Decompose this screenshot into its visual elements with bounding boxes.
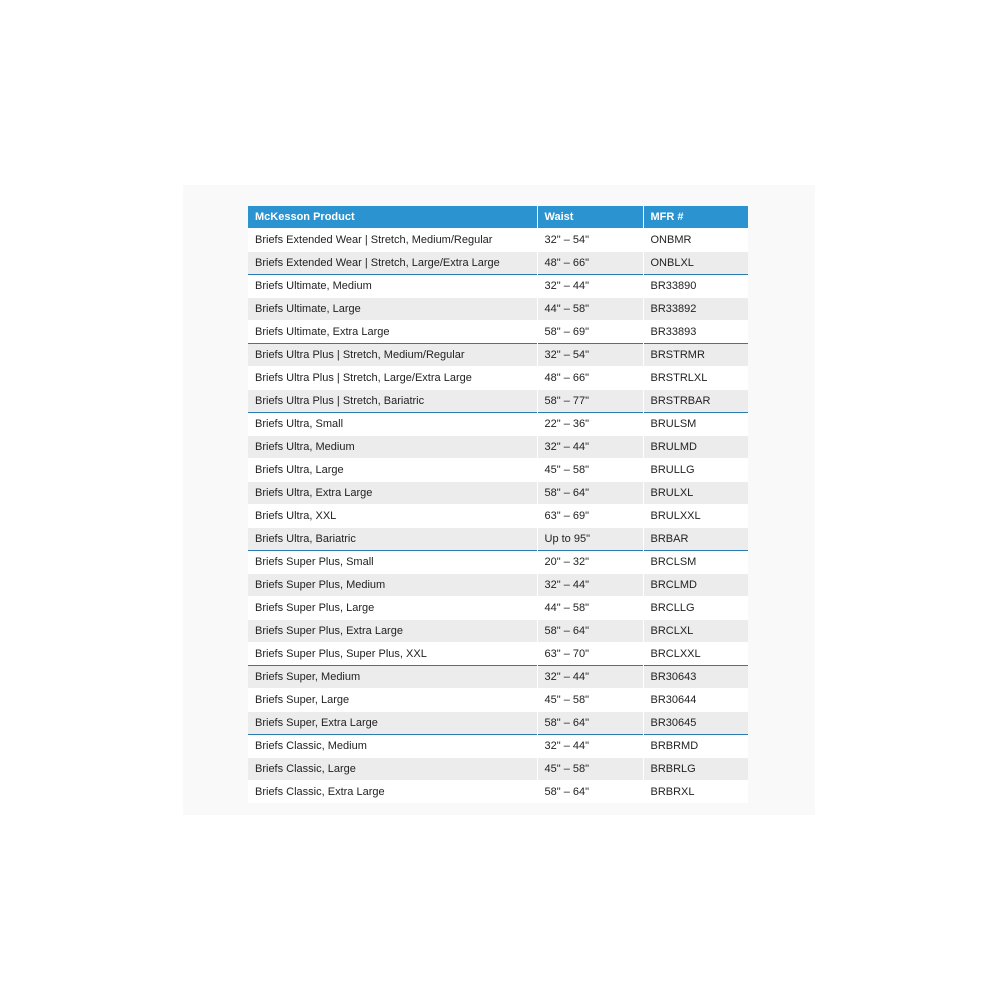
cell-waist: 44" – 58": [537, 597, 643, 620]
cell-product: Briefs Extended Wear | Stretch, Large/Extra Large: [248, 252, 537, 275]
cell-waist: 48" – 66": [537, 367, 643, 390]
cell-waist: 32" – 44": [537, 666, 643, 689]
cell-waist: 48" – 66": [537, 252, 643, 275]
cell-mfr: BRSTRBAR: [643, 390, 748, 413]
cell-product: Briefs Ultimate, Large: [248, 298, 537, 321]
cell-mfr: BR33890: [643, 275, 748, 298]
table-row: [248, 344, 748, 367]
table-row: [248, 505, 748, 528]
cell-product: Briefs Super, Large: [248, 689, 537, 712]
cell-waist: 58" – 64": [537, 482, 643, 505]
table-row: [248, 528, 748, 551]
cell-waist: 32" – 44": [537, 275, 643, 298]
cell-product: Briefs Super Plus, Extra Large: [248, 620, 537, 643]
table-row: [248, 298, 748, 321]
table-row: [248, 436, 748, 459]
cell-waist: 58" – 64": [537, 781, 643, 804]
cell-waist: 58" – 64": [537, 620, 643, 643]
table-row: [248, 643, 748, 666]
cell-mfr: BRULMD: [643, 436, 748, 459]
product-size-table: [248, 206, 748, 803]
cell-mfr: BRBRLG: [643, 758, 748, 781]
cell-waist: 32" – 44": [537, 574, 643, 597]
cell-mfr: BRCLMD: [643, 574, 748, 597]
cell-mfr: ONBMR: [643, 229, 748, 252]
cell-waist: Up to 95": [537, 528, 643, 551]
cell-mfr: BRULXXL: [643, 505, 748, 528]
cell-mfr: BRBAR: [643, 528, 748, 551]
cell-product: Briefs Super, Medium: [248, 666, 537, 689]
cell-waist: 45" – 58": [537, 459, 643, 482]
cell-product: Briefs Ultra, Large: [248, 459, 537, 482]
cell-mfr: BR30643: [643, 666, 748, 689]
table-row: [248, 459, 748, 482]
table-row: [248, 712, 748, 735]
cell-mfr: BRSTRMR: [643, 344, 748, 367]
cell-product: Briefs Super Plus, Large: [248, 597, 537, 620]
cell-waist: 32" – 54": [537, 229, 643, 252]
cell-waist: 45" – 58": [537, 689, 643, 712]
table-row: [248, 321, 748, 344]
cell-product: Briefs Super Plus, Super Plus, XXL: [248, 643, 537, 666]
cell-product: Briefs Super Plus, Small: [248, 551, 537, 574]
table-row: [248, 252, 748, 275]
header-waist: Waist: [537, 206, 643, 229]
cell-mfr: BR33893: [643, 321, 748, 344]
cell-mfr: BR33892: [643, 298, 748, 321]
header-mfr: MFR #: [643, 206, 748, 229]
cell-waist: 58" – 64": [537, 712, 643, 735]
cell-waist: 63" – 69": [537, 505, 643, 528]
table-row: [248, 551, 748, 574]
table-row: [248, 482, 748, 505]
cell-product: Briefs Classic, Extra Large: [248, 781, 537, 804]
table-row: [248, 574, 748, 597]
cell-waist: 20" – 32": [537, 551, 643, 574]
cell-product: Briefs Super, Extra Large: [248, 712, 537, 735]
cell-mfr: BRCLXXL: [643, 643, 748, 666]
cell-product: Briefs Classic, Medium: [248, 735, 537, 758]
cell-waist: 45" – 58": [537, 758, 643, 781]
table-body: [248, 229, 748, 804]
table-row: [248, 735, 748, 758]
cell-waist: 63" – 70": [537, 643, 643, 666]
table-row: [248, 413, 748, 436]
table-row: [248, 689, 748, 712]
cell-mfr: BRULSM: [643, 413, 748, 436]
cell-mfr: ONBLXL: [643, 252, 748, 275]
table-row: [248, 781, 748, 804]
table-header-row: [248, 206, 748, 229]
cell-mfr: BR30644: [643, 689, 748, 712]
cell-mfr: BRSTRLXL: [643, 367, 748, 390]
cell-waist: 32" – 44": [537, 436, 643, 459]
cell-product: Briefs Super Plus, Medium: [248, 574, 537, 597]
table-row: [248, 367, 748, 390]
table-row: [248, 666, 748, 689]
cell-mfr: BRCLXL: [643, 620, 748, 643]
table-row: [248, 390, 748, 413]
table-row: [248, 275, 748, 298]
table-row: [248, 597, 748, 620]
table-row: [248, 229, 748, 252]
cell-mfr: BRCLSM: [643, 551, 748, 574]
cell-waist: 44" – 58": [537, 298, 643, 321]
cell-mfr: BRBRMD: [643, 735, 748, 758]
table-row: [248, 620, 748, 643]
cell-product: Briefs Classic, Large: [248, 758, 537, 781]
table-row: [248, 758, 748, 781]
cell-product: Briefs Ultra, Small: [248, 413, 537, 436]
cell-product: Briefs Ultra Plus | Stretch, Medium/Regular: [248, 344, 537, 367]
cell-mfr: BRBRXL: [643, 781, 748, 804]
cell-product: Briefs Ultra Plus | Stretch, Bariatric: [248, 390, 537, 413]
cell-product: Briefs Ultra, Bariatric: [248, 528, 537, 551]
cell-mfr: BRULXL: [643, 482, 748, 505]
cell-product: Briefs Ultimate, Medium: [248, 275, 537, 298]
cell-mfr: BRCLLG: [643, 597, 748, 620]
cell-waist: 22" – 36": [537, 413, 643, 436]
cell-mfr: BRULLG: [643, 459, 748, 482]
cell-product: Briefs Ultra, Medium: [248, 436, 537, 459]
cell-product: Briefs Ultra, XXL: [248, 505, 537, 528]
cell-waist: 32" – 44": [537, 735, 643, 758]
cell-product: Briefs Extended Wear | Stretch, Medium/Regular: [248, 229, 537, 252]
cell-product: Briefs Ultimate, Extra Large: [248, 321, 537, 344]
header-product: McKesson Product: [248, 206, 537, 229]
cell-mfr: BR30645: [643, 712, 748, 735]
cell-product: Briefs Ultra, Extra Large: [248, 482, 537, 505]
cell-waist: 58" – 77": [537, 390, 643, 413]
cell-waist: 32" – 54": [537, 344, 643, 367]
cell-waist: 58" – 69": [537, 321, 643, 344]
cell-product: Briefs Ultra Plus | Stretch, Large/Extra Large: [248, 367, 537, 390]
